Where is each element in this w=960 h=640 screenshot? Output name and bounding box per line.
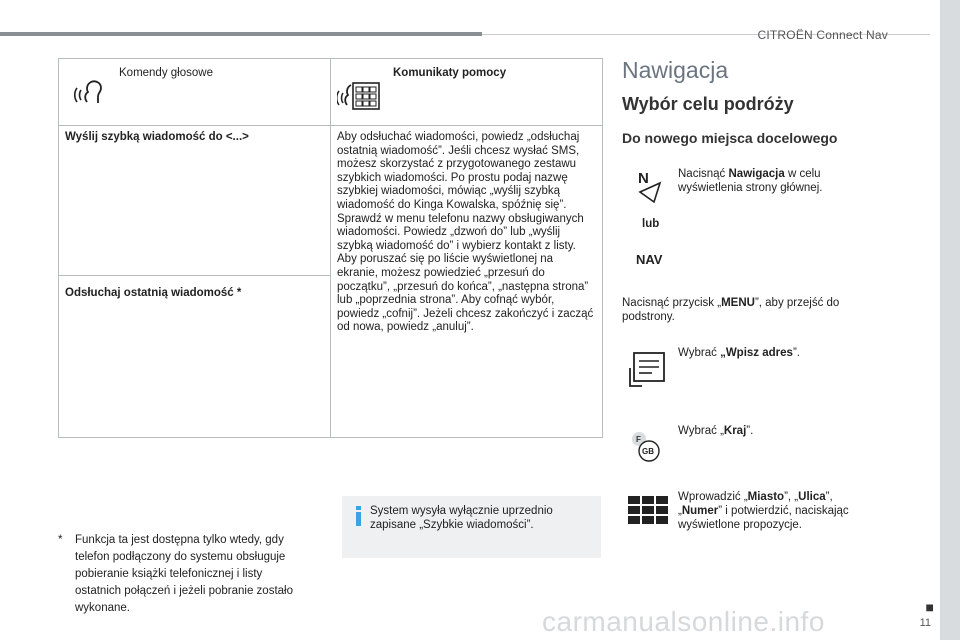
- help-message-text: [337, 131, 599, 335]
- step-bold: „Wpisz adres: [720, 347, 793, 359]
- keyboard-grid-icon: [628, 496, 670, 531]
- footnote: [58, 532, 318, 617]
- info-line: zapisane „Szybkie wiadomości”.: [370, 519, 534, 531]
- help-line: Aby poruszać się po liście wyświetlonej na: [337, 253, 554, 266]
- step-text: Nacisnąć przycisk „: [622, 297, 722, 309]
- flag-letter-f: F: [636, 435, 641, 444]
- step-text: ”.: [746, 425, 754, 437]
- info-icon: [352, 506, 366, 526]
- table-header-help: Komunikaty pomocy: [393, 67, 507, 79]
- step-city-street-number: [678, 490, 849, 532]
- help-line: Aby odsłuchać wiadomości, powiedz „odsłuchaj: [337, 131, 580, 143]
- footnote-line: Funkcja ta jest dostępna tylko wtedy, gdy: [75, 534, 284, 546]
- step-bold: Kraj: [723, 425, 747, 437]
- help-line: możesz skorzystać z przygotowanego zestawu: [337, 158, 577, 171]
- table-header-commands: Komendy głosowe: [119, 67, 213, 79]
- step-text: ” i potwierdzić, naciskając: [718, 505, 849, 517]
- info-line: System wysyła wyłącznie uprzednio: [370, 505, 553, 517]
- section-subtitle: Wybór celu podróży: [622, 94, 794, 114]
- info-note-text: [370, 504, 590, 532]
- step-text: w celu: [784, 168, 821, 180]
- help-line: szybkich wiadomości. Po prostu podaj nazwę: [337, 171, 568, 184]
- help-line: początku”, „przesuń do końca”, „następna strona”: [337, 280, 589, 293]
- section-title: Nawigacja: [622, 57, 729, 83]
- step-bold: Miasto: [747, 491, 785, 503]
- page-edge-strip: [940, 0, 960, 640]
- help-line: wiadomości. Powiedz „dzwoń do” lub „wyślij: [337, 226, 561, 239]
- help-line: szybką wiadomość do” i wybierz kontakt z listy.: [337, 239, 576, 252]
- continue-marker: ■: [925, 599, 934, 615]
- table-divider-vertical: [330, 59, 331, 437]
- flag-letters-gb: GB: [642, 447, 654, 456]
- step-text: ”.: [792, 347, 800, 359]
- step-text: ”, aby przejść do: [754, 297, 840, 309]
- help-line: lub „poprzednia strona”. Aby cofnąć wybór,: [337, 294, 555, 307]
- step-text: ”,: [825, 491, 833, 503]
- help-line: wiadomość do Kinga Kowalska, spóźnię się”.: [337, 198, 567, 211]
- step-bold: Ulica: [798, 491, 826, 503]
- voice-help-icon: [337, 77, 383, 116]
- step-text: Wybrać: [678, 347, 721, 359]
- info-note-box: [342, 496, 601, 558]
- step-text: Nacisnąć: [678, 168, 729, 180]
- top-rule-dark: [0, 32, 482, 36]
- country-flag-icon: [628, 430, 668, 469]
- help-line: Sprawdź w menu telefonu nazwy obsługiwanych: [337, 212, 584, 225]
- subsection-heading: Do nowego miejsca docelowego: [622, 130, 838, 146]
- step-country: [678, 424, 753, 438]
- compass-letter: N: [638, 170, 649, 187]
- footnote-line: wykonane.: [75, 602, 130, 614]
- help-line: ostatnią wiadomość”. Jeśli chcesz wysłać SMS,: [337, 144, 580, 157]
- step-menu: [622, 296, 839, 324]
- step-text: wyświetlone propozycje.: [678, 519, 803, 531]
- footnote-marker: *: [58, 534, 63, 546]
- step-text: „: [678, 505, 682, 517]
- page-number: 11: [919, 617, 931, 629]
- help-line: ekranie, możesz powiedzieć „przesuń do: [337, 266, 545, 279]
- step-bold: Numer: [681, 505, 719, 517]
- step-text: ”, „: [784, 491, 799, 503]
- step-text: wyświetlenia strony głównej.: [678, 182, 823, 194]
- table-divider-header: [59, 125, 602, 126]
- step-text: Wybrać „: [678, 425, 724, 437]
- step-bold: Nawigacja: [728, 168, 785, 180]
- voice-command-icon: [73, 77, 107, 112]
- voice-command-table: [58, 58, 603, 438]
- help-line: od nowa, powiedz „anuluj”.: [337, 321, 474, 334]
- watermark: carmanualsonline.info: [542, 606, 825, 637]
- command-send-quick-message: Wyślij szybką wiadomość do <...>: [65, 131, 249, 143]
- footnote-line: ostatnich połączeń i jeżeli pobranie zostało: [75, 585, 293, 597]
- command-listen-last-message: Odsłuchaj ostatnią wiadomość *: [65, 287, 242, 299]
- navigation-arrow-icon: [638, 180, 662, 209]
- or-label: lub: [642, 218, 660, 230]
- footnote-line: telefon podłączony do systemu obsługuje: [75, 551, 286, 563]
- brand-header: CITROËN Connect Nav: [757, 28, 888, 42]
- step-enter-address: [678, 346, 800, 360]
- table-divider-row: [59, 275, 331, 276]
- help-line: szybkiej wiadomości, mówiąc „wyślij szybką: [337, 185, 561, 198]
- footnote-line: pobieranie książki telefonicznej i listy: [75, 568, 263, 580]
- step-text: podstrony.: [622, 311, 675, 323]
- enter-address-icon: [628, 350, 668, 393]
- help-line: powiedz „cofnij”. Jeżeli chcesz zakończyć i zacząć: [337, 307, 594, 320]
- step-text: Wprowadzić „: [678, 491, 748, 503]
- nav-button-label: NAV: [636, 252, 663, 267]
- step-navigation: [678, 167, 822, 195]
- step-bold: MENU: [721, 297, 755, 309]
